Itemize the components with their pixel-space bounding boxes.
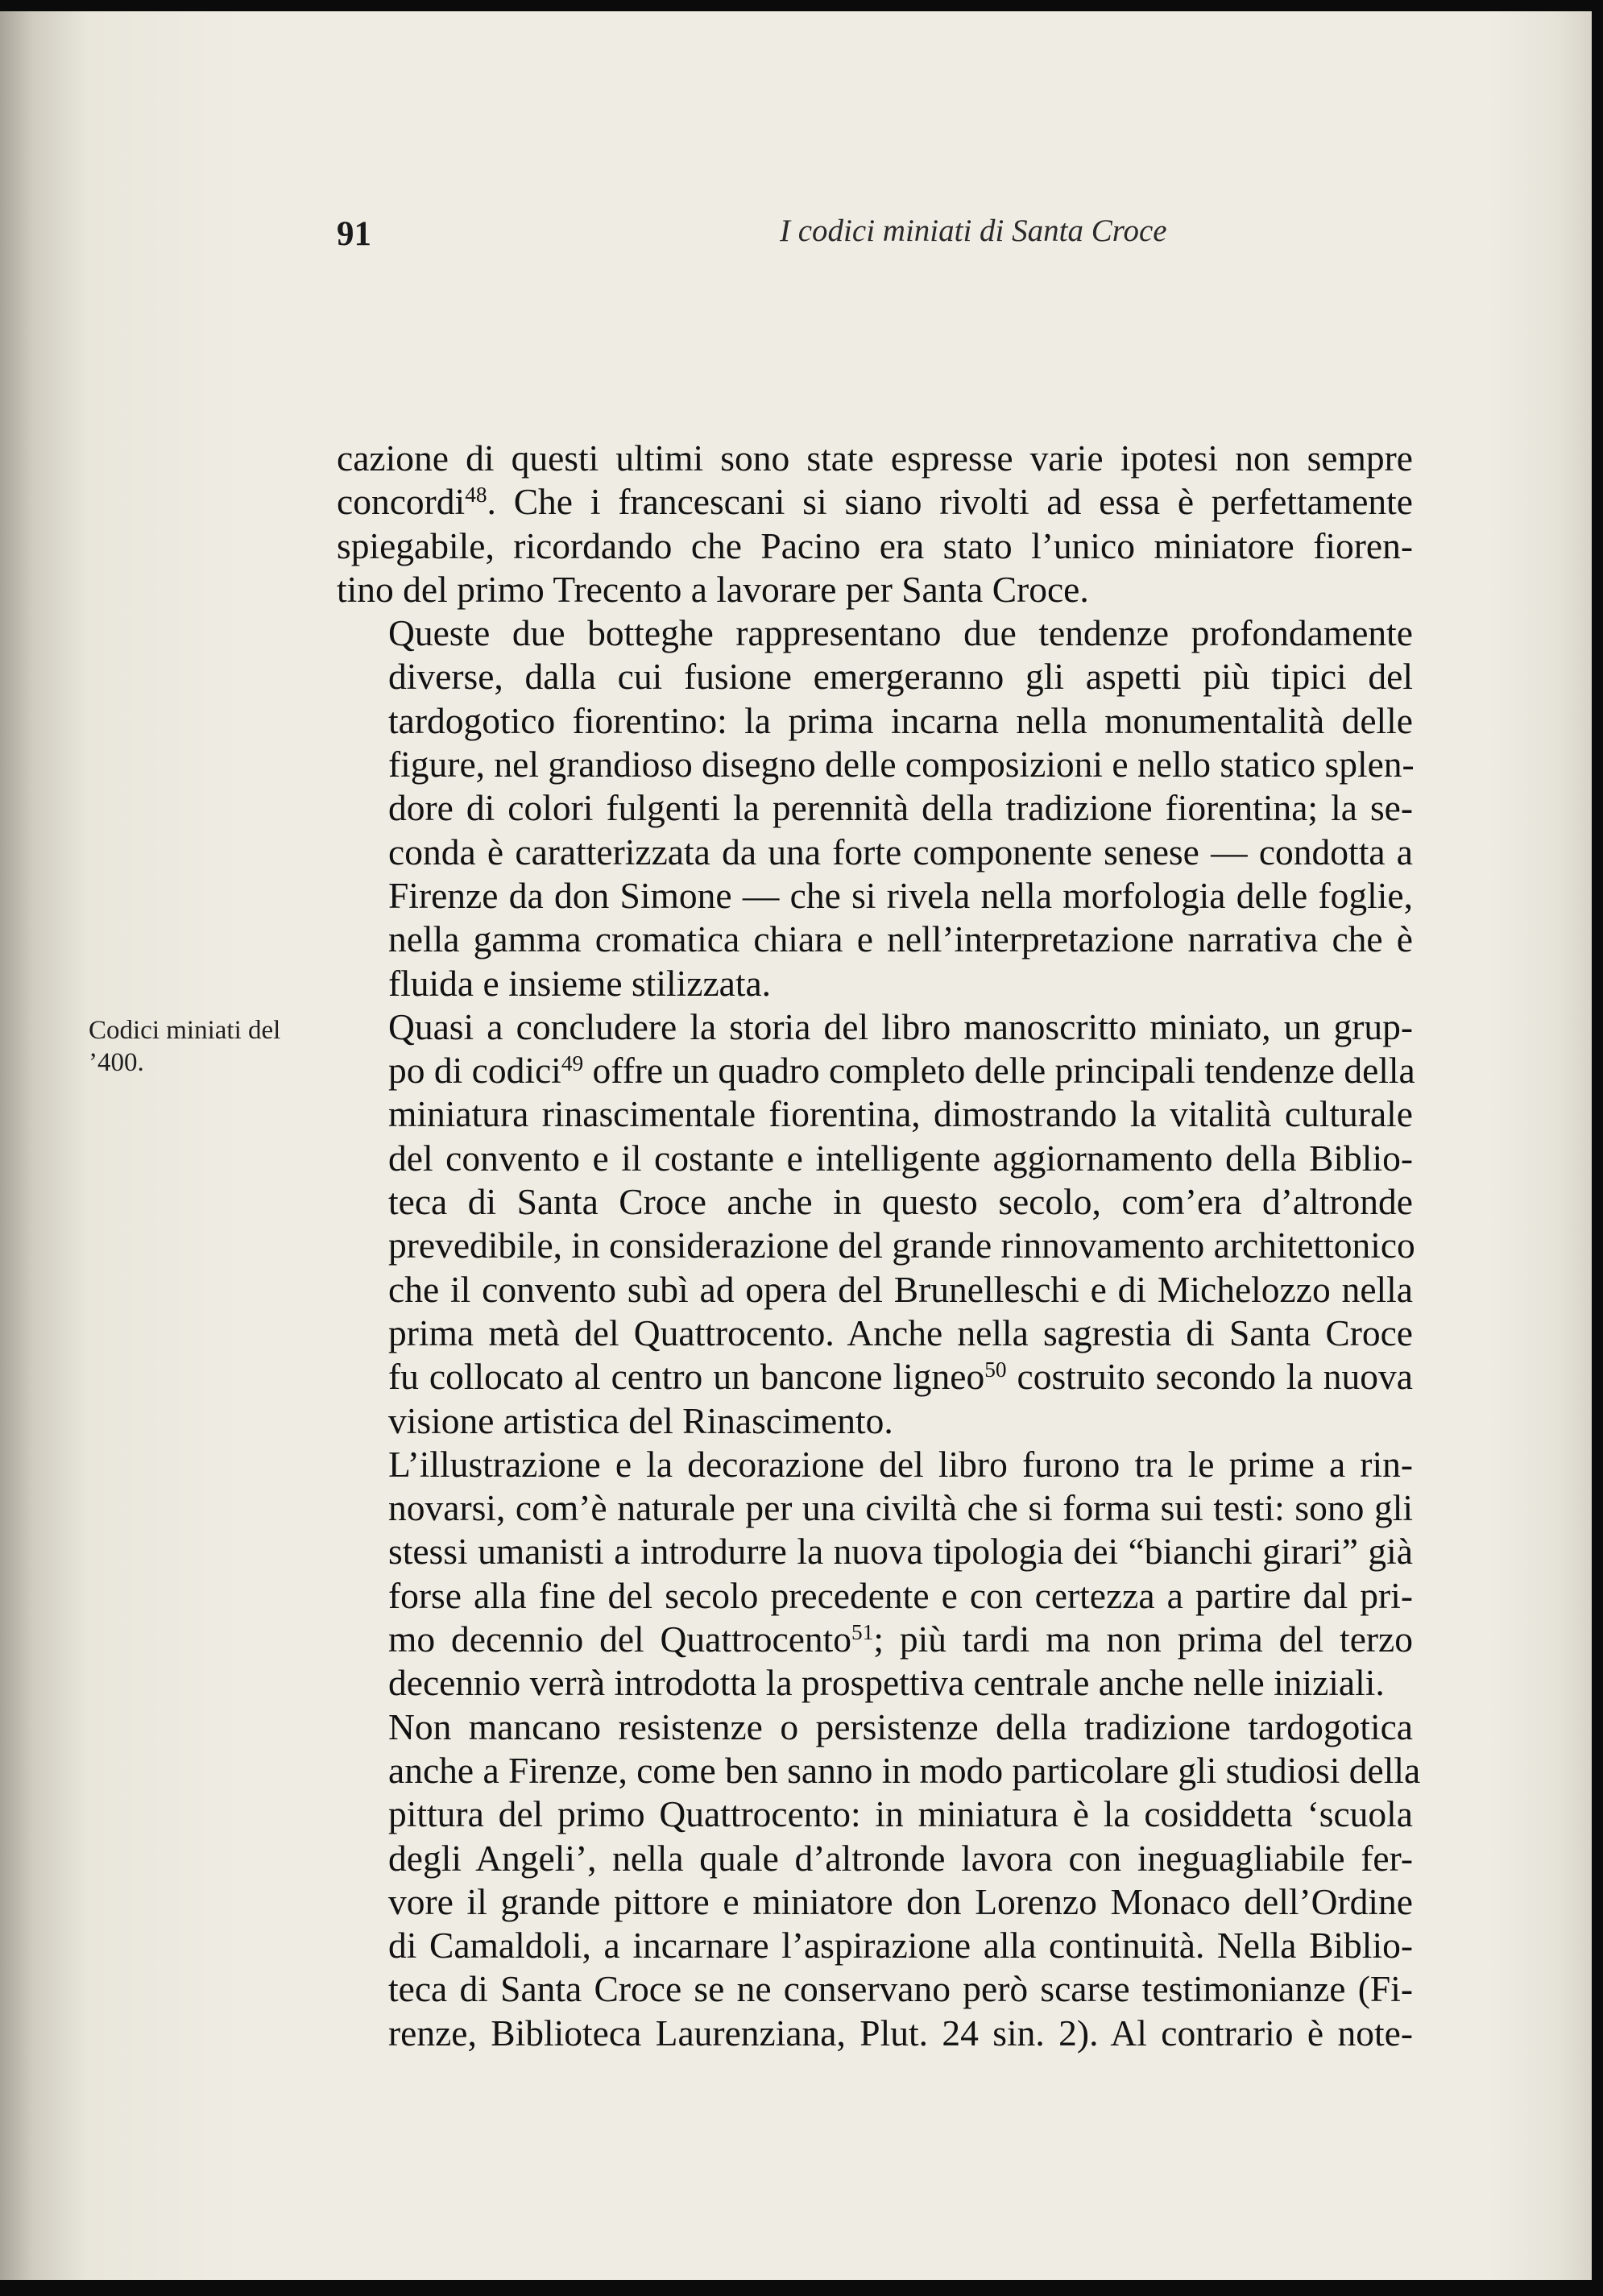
text-line: Quasi a concludere la storia del libro manoscritto miniato, un grup-	[388, 1005, 1413, 1047]
text-line: cazione di questi ultimi sono state espresse varie ipotesi non sempre	[337, 437, 1413, 479]
text-line: L’illustrazione e la decorazione del libro furono tra le prime a rin-	[388, 1443, 1413, 1485]
text-line: figure, nel grandioso disegno delle composizioni e nello statico splen-	[388, 744, 1415, 785]
text-line: di Camaldoli, a incarnare l’aspirazione alla continuità. Nella Biblio-	[388, 1925, 1413, 1967]
text-line: dore di colori fulgenti la perennità della tradizione fiorentina; la se-	[388, 787, 1413, 829]
text-line: Queste due botteghe rappresentano due tendenze profondamente	[388, 612, 1413, 654]
text-line: concordi$^{48}$. Che i francescani si siano rivolti ad essa è perfettamente	[337, 481, 1413, 523]
text-line: mo decennio del Quattrocento$^{51}$; più tardi ma non prima del terzo	[388, 1618, 1413, 1660]
footnote-ref: 49	[561, 1051, 584, 1076]
text-line: pittura del primo Quattrocento: in miniatura è la cosiddetta ‘scuola	[388, 1793, 1413, 1835]
text-line: anche a Firenze, come ben sanno in modo particolare gli studiosi della	[388, 1749, 1421, 1791]
text-line: fu collocato al centro un bancone ligneo$^{50}$ costruito secondo la nuova	[388, 1356, 1413, 1398]
footnote-ref: 50	[984, 1357, 1007, 1382]
book-page	[0, 11, 1592, 2280]
text-line: stessi umanisti a introdurre la nuova tipologia dei “bianchi girari” già	[388, 1531, 1413, 1573]
text-line: renze, Biblioteca Laurenziana, Plut. 24 sin. 2). Al contrario è note-	[388, 2012, 1413, 2054]
footnote-ref: 51	[851, 1620, 874, 1645]
page-number: 91	[337, 215, 371, 253]
text-line: diverse, dalla cui fusione emergeranno gli aspetti più tipici del	[388, 656, 1413, 698]
text-line: tino del primo Trecento a lavorare per Santa Croce.	[337, 568, 1089, 610]
text-line: Firenze da don Simone — che si rivela nella morfologia delle foglie,	[388, 874, 1413, 916]
text-line: Non mancano resistenze o persistenze della tradizione tardogotica	[388, 1705, 1413, 1747]
text-line: fluida e insieme stilizzata.	[388, 962, 772, 1004]
footnote-ref: 48	[465, 483, 487, 508]
text-line: che il convento subì ad opera del Brunelleschi e di Michelozzo nella	[388, 1268, 1413, 1310]
paragraph	[337, 1443, 1413, 1705]
text-line: prevedibile, in considerazione del grande rinnovamento architettonico	[388, 1225, 1415, 1266]
text-line: vore il grande pittore e miniatore don Lorenzo Monaco dell’Ordine	[388, 1880, 1413, 1922]
paragraph	[337, 611, 1413, 1005]
paragraph	[337, 1705, 1421, 2055]
text-line: tardogotico fiorentino: la prima incarna nella monumentalità delle	[388, 699, 1413, 741]
text-line: po di codici$^{49}$ offre un quadro completo delle principali tendenze della	[388, 1050, 1415, 1092]
text-line: visione artistica del Rinascimento.	[388, 1399, 893, 1441]
text-line: teca di Santa Croce anche in questo secolo, com’era d’altronde	[388, 1181, 1413, 1223]
text-line: novarsi, com’è naturale per una civiltà che si forma sui testi: sono gli	[388, 1487, 1413, 1529]
text-line: nella gamma cromatica chiara e nell’interpretazione narrativa che è	[388, 918, 1413, 960]
paragraph	[337, 1005, 1413, 1443]
margin-note-line: Codici miniati del	[89, 1016, 281, 1045]
text-line: decennio verrà introdotta la prospettiva centrale anche nelle iniziali.	[388, 1662, 1385, 1704]
body-text	[337, 437, 1421, 2055]
text-line: teca di Santa Croce se ne conservano però scarse testimonianze (Fi-	[388, 1968, 1413, 2010]
text-line: prima metà del Quattrocento. Anche nella sagrestia di Santa Croce	[388, 1312, 1413, 1353]
margin-note-line: ’400.	[89, 1048, 144, 1077]
text-line: degli Angeli’, nella quale d’altronde lavora con ineguagliabile fer-	[388, 1837, 1413, 1879]
text-line: spiegabile, ricordando che Pacino era stato l’unico miniatore fioren-	[337, 524, 1413, 566]
margin-note	[89, 1014, 306, 1079]
running-title: I codici miniati di Santa Croce	[780, 213, 1167, 248]
text-line: conda è caratterizzata da una forte componente senese — condotta a	[388, 831, 1413, 872]
paragraph	[337, 437, 1413, 611]
text-line: forse alla fine del secolo precedente e con certezza a partire dal pri-	[388, 1574, 1413, 1616]
text-line: miniatura rinascimentale fiorentina, dimostrando la vitalità culturale	[388, 1093, 1413, 1135]
text-line: del convento e il costante e intelligente aggiornamento della Biblio-	[388, 1137, 1413, 1179]
